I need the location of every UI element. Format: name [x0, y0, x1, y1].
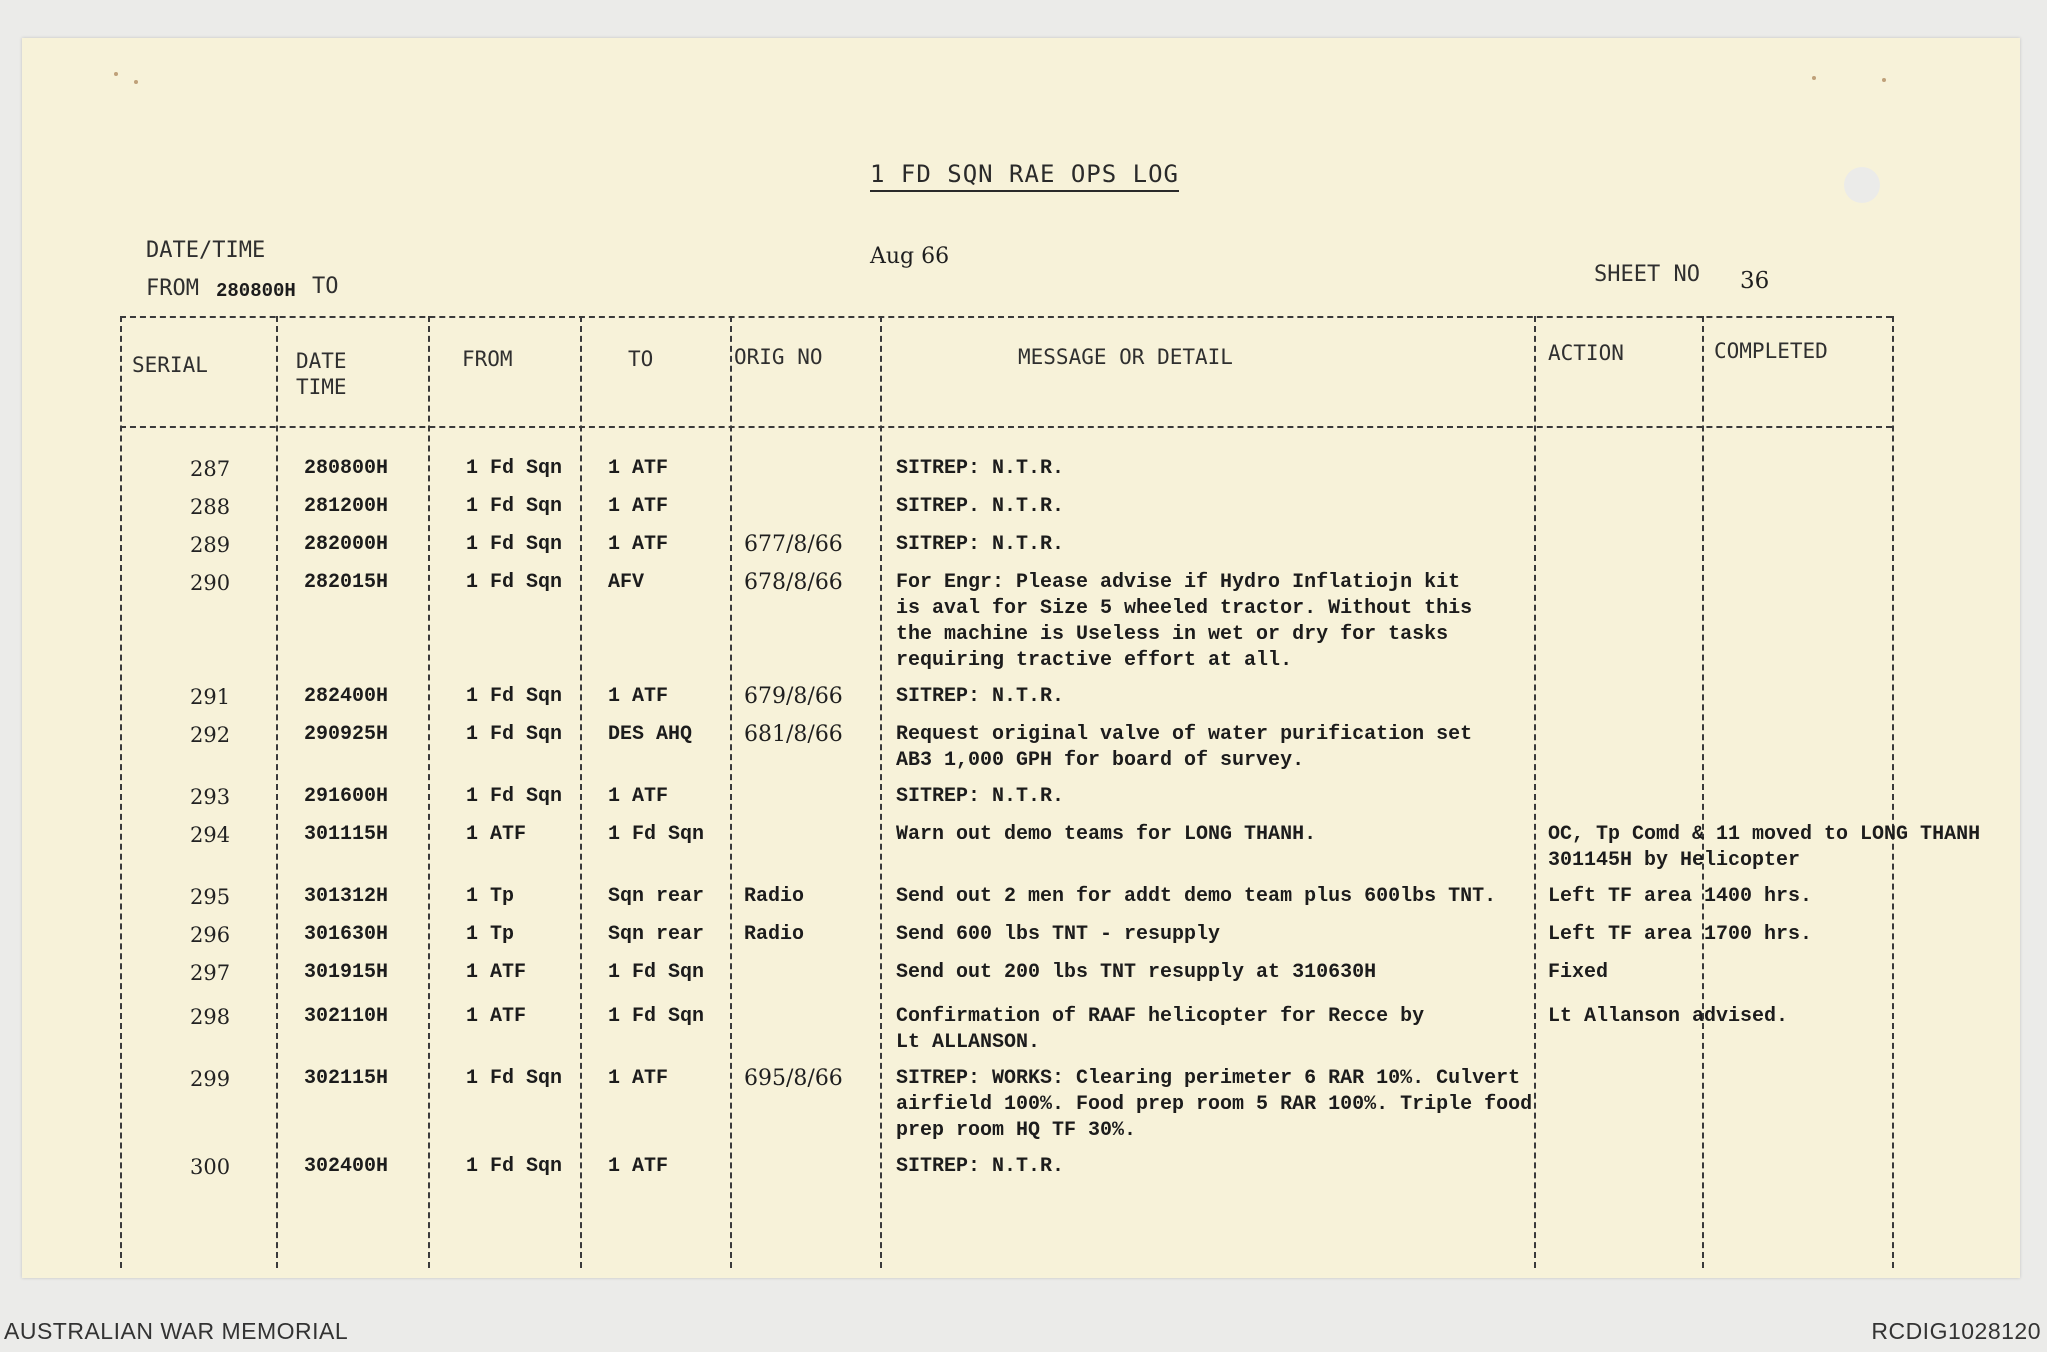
date-time-group: 301630H [304, 923, 389, 946]
date-time-group: 281200H [304, 495, 389, 518]
date-time-group: 282000H [304, 533, 389, 556]
from-cell: 1 Fd Sqn [466, 1067, 563, 1090]
to-cell: Sqn rear [608, 885, 705, 908]
sheet-number: 36 [1740, 268, 1770, 294]
message-line: AB3 1,000 GPH for board of survey. [896, 749, 1305, 772]
column-divider [276, 316, 278, 1268]
action-line: OC, Tp Comd & 11 moved to LONG THANH [1548, 823, 1981, 846]
paper-speck [114, 72, 118, 76]
date-time-group: 301115H [304, 823, 389, 846]
message-line: SITREP: N.T.R. [896, 457, 1065, 480]
orig-no-cell: 695/8/66 [744, 1066, 843, 1091]
message-line: SITREP: N.T.R. [896, 1155, 1065, 1178]
serial-number: 287 [190, 457, 231, 481]
from-cell: 1 Fd Sqn [466, 723, 563, 746]
date-time-group: 290925H [304, 723, 389, 746]
serial-number: 290 [190, 571, 231, 595]
from-cell: 1 Fd Sqn [466, 785, 563, 808]
action-line: Fixed [1548, 961, 1609, 984]
action-line: Left TF area 1400 hrs. [1548, 885, 1813, 908]
column-header: FROM [462, 347, 513, 371]
message-line: Send 600 lbs TNT - resupply [896, 923, 1221, 946]
message-line: SITREP: WORKS: Clearing perimeter 6 RAR 10%. Culvert [896, 1067, 1521, 1090]
action-line: Lt Allanson advised. [1548, 1005, 1789, 1028]
serial-number: 297 [190, 961, 231, 985]
document-title: 1 FD SQN RAE OPS LOG [870, 160, 1179, 192]
date-time-group: 301915H [304, 961, 389, 984]
to-cell: 1 Fd Sqn [608, 1005, 705, 1028]
footer-archive-name: AUSTRALIAN WAR MEMORIAL [4, 1318, 349, 1344]
date-time-group: 282400H [304, 685, 389, 708]
message-line: requiring tractive effort at all. [896, 649, 1293, 672]
date-time-group: 302110H [304, 1005, 389, 1028]
to-cell: 1 ATF [608, 457, 669, 480]
orig-no-cell: 679/8/66 [744, 684, 843, 709]
from-cell: 1 ATF [466, 823, 527, 846]
from-cell: 1 Fd Sqn [466, 685, 563, 708]
column-header: DATE TIME [296, 349, 347, 399]
from-cell: 1 Tp [466, 923, 515, 946]
from-value: 280800H [216, 280, 296, 302]
message-line: SITREP: N.T.R. [896, 685, 1065, 708]
orig-no-cell: Radio [744, 923, 805, 946]
date-time-group: 302400H [304, 1155, 389, 1178]
column-header: MESSAGE OR DETAIL [1018, 345, 1233, 369]
message-line: Request original valve of water purification set [896, 723, 1473, 746]
date-time-group: 280800H [304, 457, 389, 480]
from-cell: 1 ATF [466, 1005, 527, 1028]
to-label: TO [312, 274, 339, 299]
column-header: ORIG NO [734, 345, 823, 369]
column-divider [580, 316, 582, 1268]
table-top-border [120, 316, 1892, 318]
date-time-group: 302115H [304, 1067, 389, 1090]
message-line: SITREP. N.T.R. [896, 495, 1065, 518]
action-line: 301145H by Helicopter [1548, 849, 1801, 872]
to-cell: 1 Fd Sqn [608, 823, 705, 846]
to-cell: 1 ATF [608, 1067, 669, 1090]
serial-number: 300 [190, 1155, 231, 1179]
column-divider [730, 316, 732, 1268]
serial-number: 294 [190, 823, 231, 847]
to-cell: Sqn rear [608, 923, 705, 946]
sheet-label: SHEET NO [1594, 262, 1700, 287]
to-cell: 1 Fd Sqn [608, 961, 705, 984]
date-time-label: DATE/TIME [146, 238, 266, 263]
paper-speck [1812, 76, 1816, 80]
date-time-group: 291600H [304, 785, 389, 808]
from-cell: 1 Fd Sqn [466, 1155, 563, 1178]
serial-number: 293 [190, 785, 231, 809]
orig-no-cell: Radio [744, 885, 805, 908]
orig-no-cell: 681/8/66 [744, 722, 843, 747]
from-cell: 1 Fd Sqn [466, 457, 563, 480]
serial-number: 292 [190, 723, 231, 747]
serial-number: 291 [190, 685, 231, 709]
column-divider [1892, 316, 1894, 1268]
serial-number: 288 [190, 495, 231, 519]
from-cell: 1 Fd Sqn [466, 571, 563, 594]
serial-number: 299 [190, 1067, 231, 1091]
serial-number: 298 [190, 1005, 231, 1029]
message-line: SITREP: N.T.R. [896, 785, 1065, 808]
message-line: SITREP: N.T.R. [896, 533, 1065, 556]
from-cell: 1 Tp [466, 885, 515, 908]
to-cell: DES AHQ [608, 723, 693, 746]
message-line: Warn out demo teams for LONG THANH. [896, 823, 1317, 846]
column-divider [120, 316, 122, 1268]
message-line: airfield 100%. Food prep room 5 RAR 100%. Triple food [896, 1093, 1533, 1116]
column-divider [880, 316, 882, 1268]
action-line: Left TF area 1700 hrs. [1548, 923, 1813, 946]
from-cell: 1 ATF [466, 961, 527, 984]
to-cell: 1 ATF [608, 533, 669, 556]
column-header: ACTION [1548, 341, 1624, 365]
orig-no-cell: 678/8/66 [744, 570, 843, 595]
to-cell: 1 ATF [608, 685, 669, 708]
to-cell: 1 ATF [608, 1155, 669, 1178]
from-cell: 1 Fd Sqn [466, 495, 563, 518]
from-cell: 1 Fd Sqn [466, 533, 563, 556]
punch-hole [1844, 167, 1880, 203]
column-header: TO [628, 347, 654, 371]
date-time-group: 301312H [304, 885, 389, 908]
serial-number: 296 [190, 923, 231, 947]
paper-speck [134, 80, 138, 84]
message-line: prep room HQ TF 30%. [896, 1119, 1137, 1142]
message-line: Lt ALLANSON. [896, 1031, 1041, 1054]
message-line: For Engr: Please advise if Hydro Inflatiojn kit [896, 571, 1461, 594]
serial-number: 289 [190, 533, 231, 557]
serial-number: 295 [190, 885, 231, 909]
table-header-divider [120, 426, 1892, 428]
column-divider [1702, 316, 1704, 1268]
footer-record-id: RCDIG1028120 [1871, 1318, 2041, 1344]
to-cell: 1 ATF [608, 495, 669, 518]
column-header: COMPLETED [1714, 339, 1828, 363]
column-header: SERIAL [132, 353, 208, 377]
message-line: Send out 200 lbs TNT resupply at 310630H [896, 961, 1377, 984]
message-line: Send out 2 men for addt demo team plus 600lbs TNT. [896, 885, 1497, 908]
date-time-group: 282015H [304, 571, 389, 594]
orig-no-cell: 677/8/66 [744, 532, 843, 557]
month-value: Aug 66 [870, 244, 950, 269]
column-divider [428, 316, 430, 1268]
paper-speck [1882, 78, 1886, 82]
to-cell: AFV [608, 571, 645, 594]
message-line: the machine is Useless in wet or dry for tasks [896, 623, 1449, 646]
column-divider [1534, 316, 1536, 1268]
to-cell: 1 ATF [608, 785, 669, 808]
message-line: Confirmation of RAAF helicopter for Recce by [896, 1005, 1425, 1028]
from-label: FROM [146, 276, 199, 301]
message-line: is aval for Size 5 wheeled tractor. Without this [896, 597, 1473, 620]
